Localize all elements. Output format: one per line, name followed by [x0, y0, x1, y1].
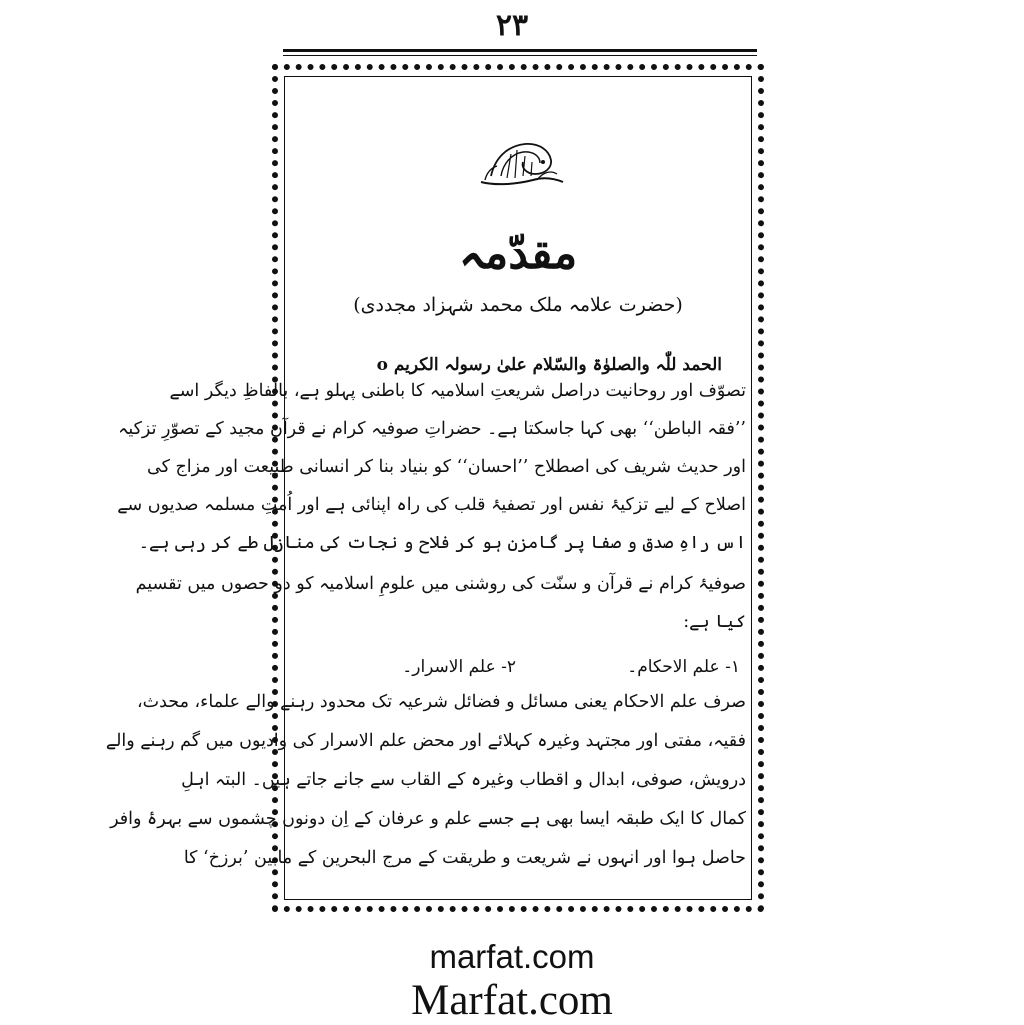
category-list [290, 656, 746, 680]
paragraph-3-line: کمال کا ایک طبقہ ایسا بھی ہے جسے علم و عرفان کے اِن دونوں چشموں سے بہرۂ وافر [110, 809, 746, 829]
paragraph-3-line: درویش، صوفی، ابدال و اقطاب وغیرہ کے القاب سے جانے جاتے ہیں۔ البتہ اہلِ [181, 770, 746, 790]
top-rule-thin [283, 55, 757, 56]
paragraph-2-line: کیا ہے: [683, 612, 746, 632]
paragraph-3-line: فقیہ، مفتی اور مجتہد وغیرہ کہلائے اور محض علم الاسرار کی وادیوں میں گم رہنے والے [105, 731, 746, 751]
author-line: (حضرت علامہ ملک محمد شہزاد مجددی) [353, 294, 683, 316]
bismillah-seal-icon [477, 136, 567, 188]
chapter-title: مقدّمہ [458, 228, 578, 279]
watermark-large: Marfat.com [411, 977, 613, 1024]
paragraph-2-line: صوفیۂ کرام نے قرآن و سنّت کی روشنی میں علومِ اسلامیہ کو دو حصوں میں تقسیم [135, 574, 746, 594]
paragraph-1-line: اور حدیث شریف کی اصطلاح ’’احسان‘‘ کو بنیاد بنا کر انسانی طبیعت اور مزاج کی [147, 457, 746, 477]
page-number: ۲۳ [495, 8, 529, 43]
paragraph-3-line: حاصل ہوا اور انہوں نے شریعت و طریقت کے مرج البحرین کے مابین ’برزخ‘ کا [183, 848, 746, 868]
paragraph-1-line: تصوّف اور روحانیت دراصل شریعتِ اسلامیہ کا باطنی پہلو ہے، بالفاظِ دیگر اسے [169, 381, 746, 401]
paragraph-3-line: صرف علم الاحکام یعنی مسائل و فضائل شرعیہ تک محدود رہنے والے علماء، محدث، [136, 692, 746, 712]
watermark-small: marfat.com [429, 938, 595, 975]
paragraph-1-line: اس راہِ صدق و صفا پر گامزن ہو کر فلاح و نجات کی منازل طے کر رہی ہے۔ [138, 533, 746, 553]
paragraph-1-line: اصلاح کے لیے تزکیۂ نفس اور تصفیۂ قلب کی راہ اپنائی ہے اور اُمتِ مسلمہ صدیوں سے [117, 495, 746, 515]
paragraph-1-line: ’’فقہ الباطن‘‘ بھی کہا جاسکتا ہے۔ حضراتِ صوفیہ کرام نے قرآن مجید کے تصوّرِ تزکیہ [118, 419, 746, 439]
list-item-asrar: ۲- علم الاسرار۔ [402, 657, 516, 677]
list-item-ahkam: ۱- علم الاحکام۔ [627, 657, 740, 677]
top-rule-thick [283, 49, 757, 52]
invocation-line: الحمد للّٰہ والصلوٰۃ والسّلام علیٰ رسولہ الکریم o [376, 355, 722, 375]
